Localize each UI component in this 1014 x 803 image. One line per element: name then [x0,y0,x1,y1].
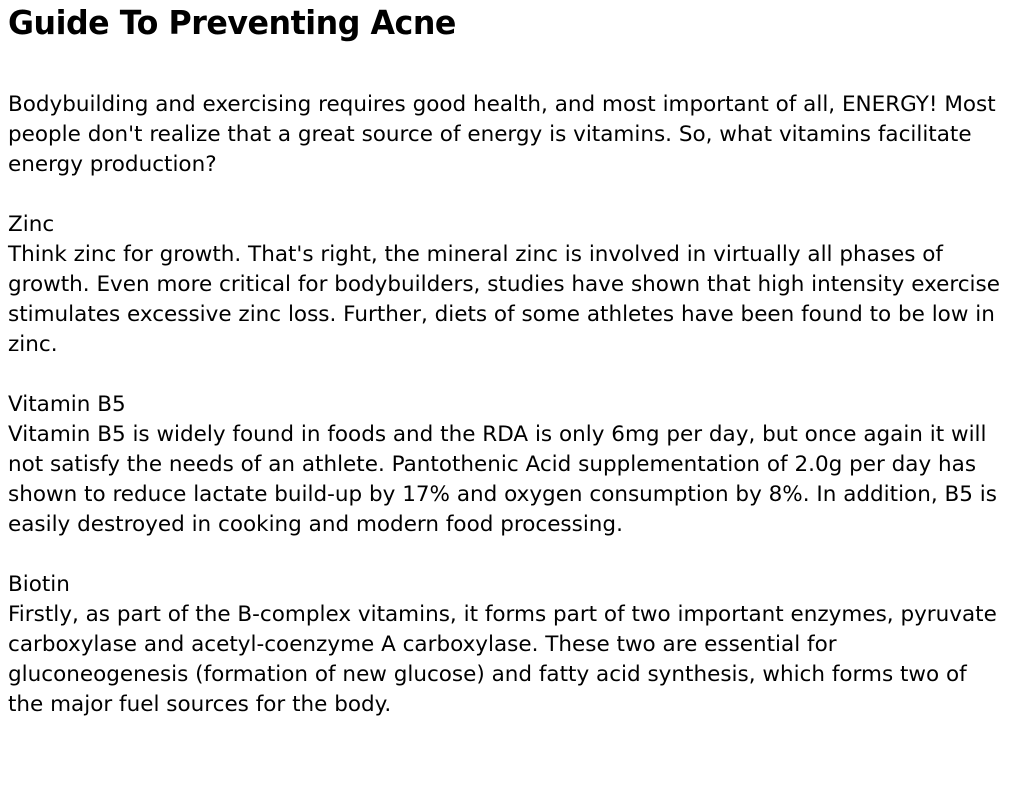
section-body-vitamin-b5: Vitamin B5 is widely found in foods and the RDA is only 6mg per day, but once again it will not satisfy the needs of an athlete. Pantothenic Acid supplementation of 2.0g per day has shown to reduce lactate build-up by 17% and oxygen consumption by 8%. In addition, B5 is easily destroyed in cooking and modern food processing. [8,422,997,537]
section-body-zinc: Think zinc for growth. That's right, the mineral zinc is involved in virtually all phases of growth. Even more critical for bodybuilders, studies have shown that high intensity exercise stimulates excessive zinc loss. Further, diets of some athletes have been found to be low in zinc. [8,242,1000,357]
title-spacer [8,42,1006,90]
section-heading-biotin: Biotin [8,572,70,597]
section-body-biotin: Firstly, as part of the B-complex vitamins, it forms part of two important enzymes, pyruvate carboxylase and acetyl-coenzyme A carboxylase. These two are essential for gluconeogenesis (formation of new glucose) and fatty acid synthesis, which forms two of the major fuel sources for the body. [8,602,997,717]
section-heading-vitamin-b5: Vitamin B5 [8,392,126,417]
section-zinc [8,210,1006,360]
section-heading-zinc: Zinc [8,212,55,237]
page-title: Guide To Preventing Acne [8,3,456,42]
intro-paragraph: Bodybuilding and exercising requires good health, and most important of all, ENERGY! Most people don't realize that a great source of energy is vitamins. So, what vitamins facilitate energy production? [8,92,996,177]
section-vitamin-b5 [8,390,1006,540]
section-biotin [8,570,1006,720]
